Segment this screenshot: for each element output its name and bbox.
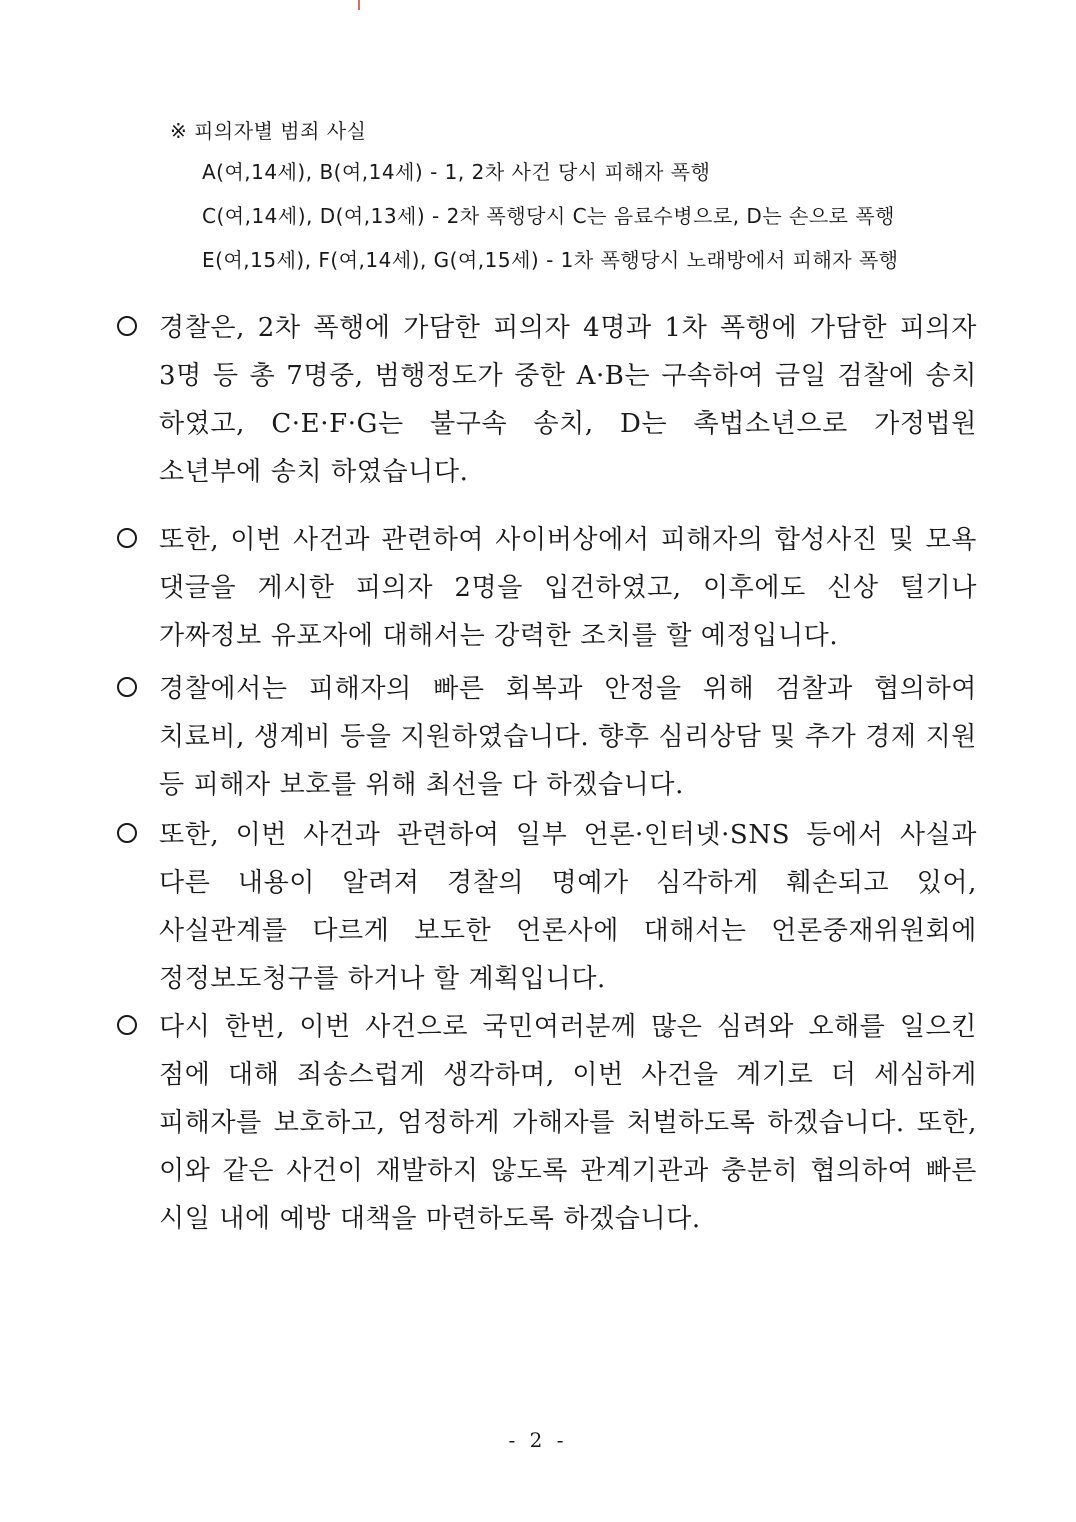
note-line-cd: C(여,14세), D(여,13세) - 2차 폭행당시 C는 음료수병으로, D는 손으로 폭행 <box>202 204 895 228</box>
paragraph-apology <box>117 1003 977 1243</box>
paragraph-press-correction <box>117 811 977 1003</box>
circle-bullet-icon <box>117 316 137 336</box>
paragraph-police-referral <box>117 304 977 496</box>
paragraph-text: 경찰에서는 피해자의 빠른 회복과 안정을 위해 검찰과 협의하여 치료비, 생계비 등을 지원하였습니다. 향후 심리상담 및 추가 경제 지원 등 피해자 보호를 위해 최선을 다 하겠습니다. <box>159 674 977 800</box>
circle-bullet-icon <box>117 1015 137 1035</box>
page-number: - 2 - <box>508 1428 568 1452</box>
paragraph-victim-support <box>117 665 977 809</box>
note-line-efg: E(여,15세), F(여,14세), G(여,15세) - 1차 폭행당시 노래방에서 피해자 폭행 <box>202 248 899 272</box>
paragraph-text: 다시 한번, 이번 사건으로 국민여러분께 많은 심려와 오해를 일으킨 점에 대해 죄송스럽게 생각하며, 이번 사건을 계기로 더 세심하게 피해자를 보호하고, 엄정하게 가해자를 처벌하도록 하겠습니다. 또한, 이와 같은 사건이 재발하지 않도록 관계기관과 충분히 협의하여 빠른 시일 내에 예방 대책을 마련하도록 하겠습니다. <box>159 1012 977 1234</box>
note-title: ※ 피의자별 범죄 사실 <box>170 119 367 143</box>
circle-bullet-icon <box>117 677 137 697</box>
paragraph-text: 또한, 이번 사건과 관련하여 일부 언론·인터넷·SNS 등에서 사실과 다른 내용이 알려져 경찰의 명예가 심각하게 훼손되고 있어, 사실관계를 다르게 보도한 언론사에 대해서는 언론중재위원회에 정정보도청구를 하거나 할 계획입니다. <box>159 820 977 994</box>
paragraph-text: 경찰은, 2차 폭행에 가담한 피의자 4명과 1차 폭행에 가담한 피의자 3명 등 총 7명중, 범행정도가 중한 A·B는 구속하여 금일 검찰에 송치 하였고, C·E·F·G는 불구속 송치, D는 촉법소년으로 가정법원 소년부에 송치 하였습니다. <box>159 313 977 487</box>
scan-mark <box>358 0 360 10</box>
paragraph-text: 또한, 이번 사건과 관련하여 사이버상에서 피해자의 합성사진 및 모욕 댓글을 게시한 피의자 2명을 입건하였고, 이후에도 신상 털기나 가짜정보 유포자에 대해서는 강력한 조치를 할 예정입니다. <box>159 525 977 651</box>
circle-bullet-icon <box>117 823 137 843</box>
paragraph-cyber-suspects <box>117 516 977 660</box>
suspect-facts-note <box>170 112 950 282</box>
circle-bullet-icon <box>117 528 137 548</box>
note-line-ab: A(여,14세), B(여,14세) - 1, 2차 사건 당시 피해자 폭행 <box>202 160 711 184</box>
